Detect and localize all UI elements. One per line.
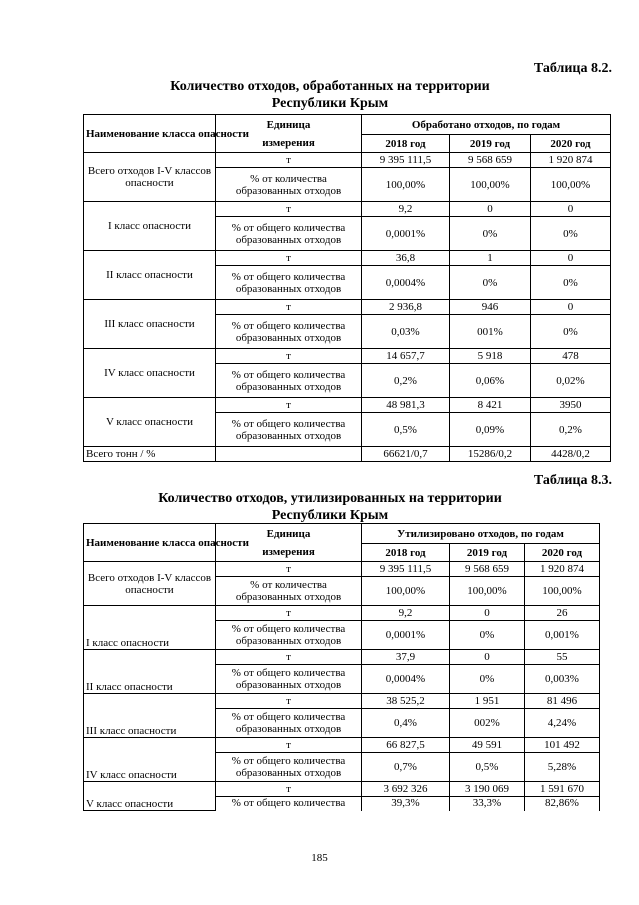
value-cell: 5,28% [525, 753, 600, 782]
unit-cell: % от количества образованных отходов [216, 577, 362, 606]
unit-cell: т [216, 349, 362, 364]
value-cell: 101 492 [525, 738, 600, 753]
value-cell: 0% [450, 621, 525, 650]
value-cell: 4,24% [525, 709, 600, 738]
hazard-class-name: IV класс опасности [84, 349, 216, 398]
table-title-line: Количество отходов, утилизированных на территории [158, 491, 502, 506]
value-cell: 100,00% [531, 168, 611, 202]
table-title-line: Республики Крым [271, 96, 389, 111]
value-cell: 26 [525, 606, 600, 621]
value-cell: 0% [531, 217, 611, 251]
table-label: Таблица 8.3. [533, 473, 612, 488]
hazard-class-name: III класс опасности [84, 694, 216, 738]
value-cell: 1 920 874 [525, 562, 600, 577]
value-cell: 3 190 069 [450, 782, 525, 797]
value-cell: 0% [450, 665, 525, 694]
hazard-class-name: V класс опасности [84, 398, 216, 447]
value-cell: 38 525,2 [362, 694, 450, 709]
value-cell: 0% [450, 266, 531, 300]
value-cell: 0,03% [362, 315, 450, 349]
value-cell: 0,5% [362, 413, 450, 447]
unit-cell: % от общего количества [216, 797, 362, 811]
value-cell: 14 657,7 [362, 349, 450, 364]
value-cell: 48 981,3 [362, 398, 450, 413]
value-cell: 81 496 [525, 694, 600, 709]
header-year: 2019 год [450, 135, 531, 153]
table-row [84, 349, 611, 364]
value-cell: 49 591 [450, 738, 525, 753]
value-cell: 0% [450, 217, 531, 251]
value-cell: 002% [450, 709, 525, 738]
table-title-line: Количество отходов, обработанных на территории [170, 79, 490, 94]
hazard-class-name: Всего отходов I-V классов опасности [84, 562, 216, 606]
header-unit: Единица [216, 115, 362, 135]
value-cell: 0 [450, 606, 525, 621]
value-cell: 0 [531, 251, 611, 266]
unit-cell: % от общего количества образованных отходов [216, 217, 362, 251]
value-cell: 0,0004% [362, 665, 450, 694]
value-cell: 0,09% [450, 413, 531, 447]
value-cell: 0,0001% [362, 621, 450, 650]
unit-cell: % от общего количества образованных отходов [216, 621, 362, 650]
value-cell: 100,00% [525, 577, 600, 606]
hazard-class-name: II класс опасности [84, 251, 216, 300]
unit-cell: т [216, 202, 362, 217]
unit-cell: т [216, 153, 362, 168]
unit-cell: т [216, 300, 362, 315]
hazard-class-name: I класс опасности [84, 606, 216, 650]
value-cell: 1 [450, 251, 531, 266]
table-utilized-waste [83, 523, 600, 811]
value-cell: 3 692 326 [362, 782, 450, 797]
value-cell: 0 [450, 650, 525, 665]
value-cell: 9 568 659 [450, 562, 525, 577]
header-unit: измерения [216, 135, 362, 153]
value-cell: 478 [531, 349, 611, 364]
header-unit: Единица [216, 524, 362, 544]
value-cell: 946 [450, 300, 531, 315]
unit-cell: % от общего количества образованных отходов [216, 266, 362, 300]
value-cell: 39,3% [362, 797, 450, 811]
unit-cell: % от общего количества образованных отходов [216, 709, 362, 738]
value-cell: 8 421 [450, 398, 531, 413]
value-cell: 1 591 670 [525, 782, 600, 797]
value-cell: 0,06% [450, 364, 531, 398]
unit-cell: % от количества образованных отходов [216, 168, 362, 202]
table-label: Таблица 8.2. [533, 61, 612, 76]
value-cell: 3950 [531, 398, 611, 413]
value-cell: 0,02% [531, 364, 611, 398]
header-year: 2018 год [362, 135, 450, 153]
value-cell: 0,5% [450, 753, 525, 782]
value-cell: 0% [531, 315, 611, 349]
unit-cell: т [216, 398, 362, 413]
table-title [80, 490, 580, 524]
table-row [84, 562, 600, 577]
unit-cell: т [216, 782, 362, 797]
unit-cell: % от общего количества образованных отходов [216, 364, 362, 398]
table-row [84, 606, 600, 621]
value-cell: 2 936,8 [362, 300, 450, 315]
value-cell: 100,00% [362, 577, 450, 606]
value-cell: 0,2% [531, 413, 611, 447]
value-cell: 82,86% [525, 797, 600, 811]
hazard-class-name: III класс опасности [84, 300, 216, 349]
total-row [84, 447, 611, 462]
table-row [84, 202, 611, 217]
value-cell: 100,00% [450, 577, 525, 606]
table-title [80, 78, 580, 112]
header-class: Наименование класса опасности [84, 524, 216, 562]
hazard-class-name: II класс опасности [84, 650, 216, 694]
value-cell: 0,0001% [362, 217, 450, 251]
value-cell: 0,003% [525, 665, 600, 694]
value-cell: 1 920 874 [531, 153, 611, 168]
unit-cell: % от общего количества образованных отходов [216, 665, 362, 694]
table-row [84, 153, 611, 168]
value-cell: 0,4% [362, 709, 450, 738]
header-year: 2019 год [450, 544, 525, 562]
value-cell: 15286/0,2 [450, 447, 531, 462]
unit-cell: т [216, 251, 362, 266]
value-cell: 33,3% [450, 797, 525, 811]
table-title-line: Республики Крым [271, 508, 389, 523]
value-cell: 0% [531, 266, 611, 300]
value-cell: 0,001% [525, 621, 600, 650]
table-row [84, 782, 600, 797]
value-cell: 9 395 111,5 [362, 153, 450, 168]
value-cell: 100,00% [450, 168, 531, 202]
table-row [84, 738, 600, 753]
value-cell: 66621/0,7 [362, 447, 450, 462]
table-row [84, 398, 611, 413]
header-class: Наименование класса опасности [84, 115, 216, 153]
unit-cell: % от общего количества образованных отходов [216, 753, 362, 782]
table-row [84, 300, 611, 315]
table-row [84, 694, 600, 709]
value-cell: 36,8 [362, 251, 450, 266]
table-row [84, 650, 600, 665]
unit-cell: т [216, 606, 362, 621]
hazard-class-name: V класс опасности [84, 782, 216, 811]
value-cell: 9,2 [362, 606, 450, 621]
value-cell: 0 [531, 300, 611, 315]
header-year: 2018 год [362, 544, 450, 562]
unit-cell: % от общего количества образованных отходов [216, 413, 362, 447]
value-cell: 4428/0,2 [531, 447, 611, 462]
page-number: 185 [311, 852, 328, 864]
unit-cell: т [216, 738, 362, 753]
value-cell: 0 [531, 202, 611, 217]
value-cell: 5 918 [450, 349, 531, 364]
unit-cell: % от общего количества образованных отходов [216, 315, 362, 349]
hazard-class-name: I класс опасности [84, 202, 216, 251]
value-cell: 0,0004% [362, 266, 450, 300]
total-label: Всего тонн / % [84, 447, 216, 462]
unit-cell: т [216, 694, 362, 709]
table-processed-waste [83, 114, 611, 462]
value-cell: 9 568 659 [450, 153, 531, 168]
header-year: 2020 год [525, 544, 600, 562]
value-cell: 55 [525, 650, 600, 665]
table-row [84, 251, 611, 266]
unit-cell: т [216, 562, 362, 577]
value-cell: 0,7% [362, 753, 450, 782]
value-cell: 9 395 111,5 [362, 562, 450, 577]
value-cell: 0,2% [362, 364, 450, 398]
hazard-class-name: IV класс опасности [84, 738, 216, 782]
value-cell: 0 [450, 202, 531, 217]
value-cell: 1 951 [450, 694, 525, 709]
unit-cell: т [216, 650, 362, 665]
value-cell: 37,9 [362, 650, 450, 665]
value-cell: 100,00% [362, 168, 450, 202]
value-cell: 9,2 [362, 202, 450, 217]
header-year-group: Обработано отходов, по годам [362, 115, 611, 135]
value-cell: 001% [450, 315, 531, 349]
hazard-class-name: Всего отходов I-V классов опасности [84, 153, 216, 202]
value-cell: 66 827,5 [362, 738, 450, 753]
header-unit: измерения [216, 544, 362, 562]
unit-cell [216, 447, 362, 462]
header-year: 2020 год [531, 135, 611, 153]
header-year-group: Утилизировано отходов, по годам [362, 524, 600, 544]
